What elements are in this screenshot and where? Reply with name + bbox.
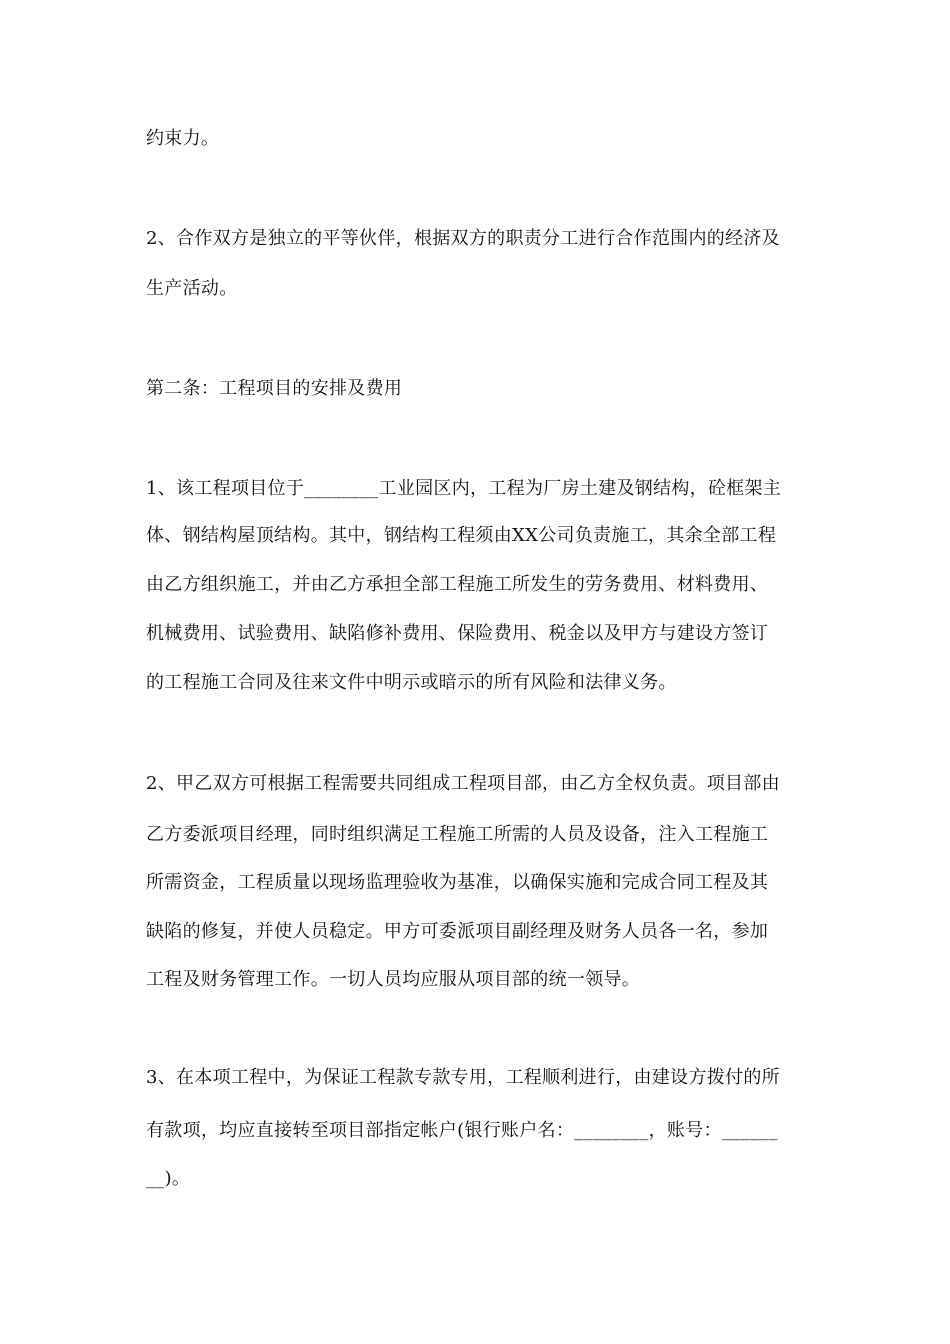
section-heading: 第二条：工程项目的安排及费用 [146, 378, 403, 399]
paragraph-5-line-0: 3、在本项工程中，为保证工程款专款专用，工程顺利进行，由建设方拨付的所 [146, 1067, 780, 1088]
paragraph-1-line-0: 2、合作双方是独立的平等伙伴，根据双方的职责分工进行合作范围内的经济及 [146, 228, 780, 249]
paragraph-3-line-2: 由乙方组织施工，并由乙方承担全部工程施工所发生的劳务费用、材料费用、 [146, 574, 769, 595]
paragraph-5-line-2: __)。 [146, 1168, 191, 1189]
paragraph-3-line-3: 机械费用、试验费用、缺陷修补费用、保险费用、税金以及甲方与建设方签订 [146, 623, 769, 644]
paragraph-4-line-2: 所需资金，工程质量以现场监理验收为基准，以确保实施和完成合同工程及其 [146, 872, 769, 893]
paragraph-3-line-0: 1、该工程项目位于________工业园区内，工程为厂房土建及钢结构，砼框架主 [146, 478, 782, 499]
paragraph-5-line-1: 有款项，均应直接转至项目部指定帐户(银行账户名：________，账号：______ [146, 1120, 778, 1141]
paragraph-3-line-4: 的工程施工合同及往来文件中明示或暗示的所有风险和法律义务。 [146, 672, 677, 693]
paragraph-4-line-0: 2、甲乙双方可根据工程需要共同组成工程项目部，由乙方全权负责。项目部由 [146, 773, 780, 794]
paragraph-4-line-1: 乙方委派项目经理，同时组织满足工程施工所需的人员及设备，注入工程施工 [146, 824, 769, 845]
paragraph-4-line-3: 缺陷的修复，并使人员稳定。甲方可委派项目副经理及财务人员各一名，参加 [146, 921, 769, 942]
paragraph-3-line-1: 体、钢结构屋顶结构。其中，钢结构工程须由XX公司负责施工，其余全部工程 [146, 525, 777, 546]
paragraph-1-line-1: 生产活动。 [146, 278, 238, 299]
paragraph-0-line-0: 约束力。 [146, 128, 220, 149]
paragraph-4-line-4: 工程及财务管理工作。一切人员均应服从项目部的统一领导。 [146, 969, 641, 990]
